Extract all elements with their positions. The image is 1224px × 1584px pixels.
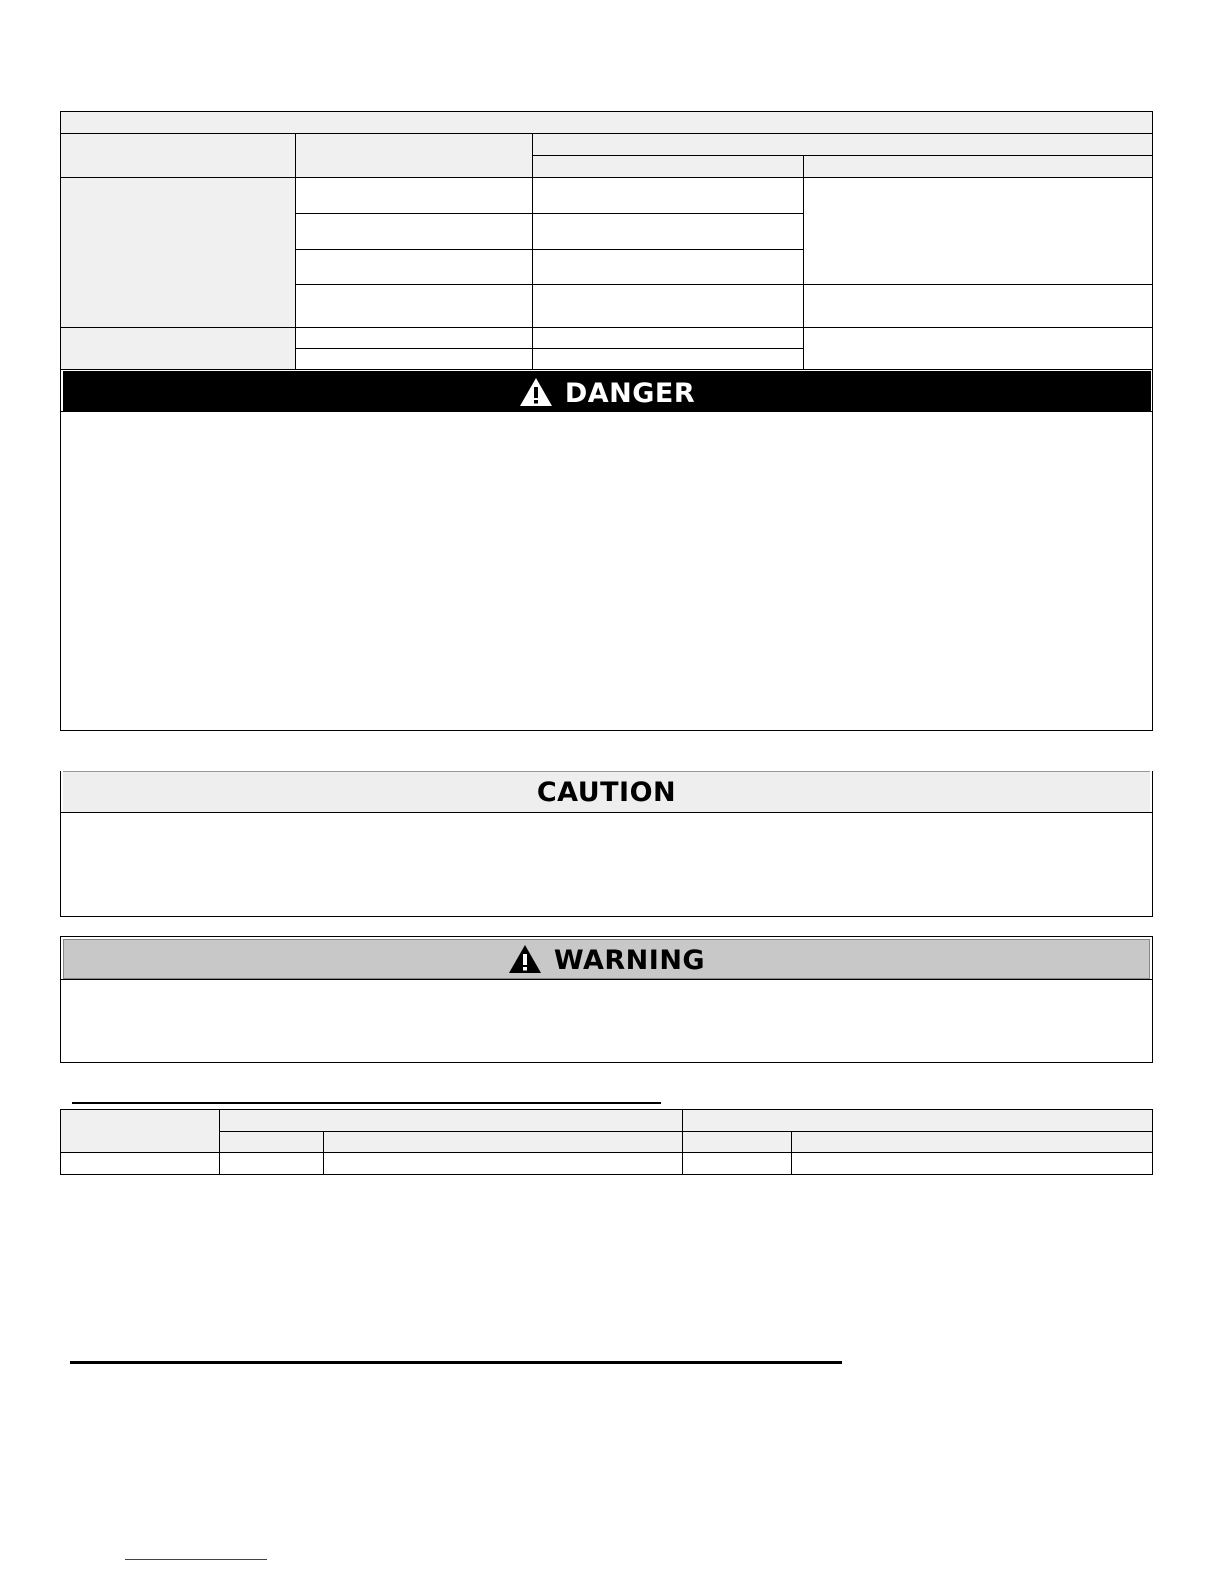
warning-divider (61, 979, 1152, 980)
top-table-title-row (61, 112, 1153, 134)
small-table-vline (219, 1109, 220, 1175)
small-table-vline (1152, 1109, 1153, 1175)
small-table-vline (60, 1109, 61, 1175)
caution-body (61, 813, 1152, 915)
small-table-vline (323, 1131, 324, 1175)
danger-label-wrap (64, 377, 1150, 409)
warning-triangle-icon (519, 377, 553, 407)
caution-banner (63, 771, 1150, 812)
top-table-hline (60, 177, 1153, 178)
danger-label: DANGER (564, 378, 696, 409)
danger-box-bottom (60, 730, 1153, 731)
top-table-hline (60, 111, 1153, 112)
top-table-hline (60, 133, 1153, 134)
small-table-vline (791, 1131, 792, 1175)
small-table-hline (219, 1131, 1153, 1132)
warning-label: WARNING (553, 945, 706, 976)
top-table-hline (295, 213, 803, 214)
top-table-hline (295, 348, 803, 349)
top-table-hline (295, 249, 803, 250)
small-table-hline (60, 1152, 1153, 1153)
top-table-hline (60, 369, 1153, 370)
caution-box (60, 771, 1153, 917)
top-table-header-cell (61, 134, 1153, 178)
top-table-hline (295, 284, 1153, 285)
top-table-vline (295, 133, 296, 370)
top-table-hline (60, 327, 1153, 328)
warning-label-wrap (64, 944, 1149, 976)
small-table-hline (60, 1174, 1153, 1175)
top-table-border-right (1152, 111, 1153, 731)
section-heading-underline (72, 1102, 661, 1104)
top-table-hline (532, 155, 1153, 156)
small-table-hline (60, 1109, 1153, 1110)
small-table-vline (682, 1109, 683, 1175)
warning-box (60, 936, 1153, 1063)
top-table-row-label-1 (61, 178, 295, 328)
top-table-vline (803, 155, 804, 370)
danger-body (61, 412, 1152, 730)
top-table-vline (532, 133, 533, 370)
footer-link[interactable] (125, 1556, 267, 1560)
caution-label: CAUTION (536, 777, 677, 808)
warning-triangle-icon (508, 944, 542, 974)
warning-banner (63, 939, 1150, 979)
danger-banner (63, 371, 1151, 411)
section-heading-underline-2 (70, 1361, 842, 1364)
top-table-row-label-2 (61, 328, 295, 370)
